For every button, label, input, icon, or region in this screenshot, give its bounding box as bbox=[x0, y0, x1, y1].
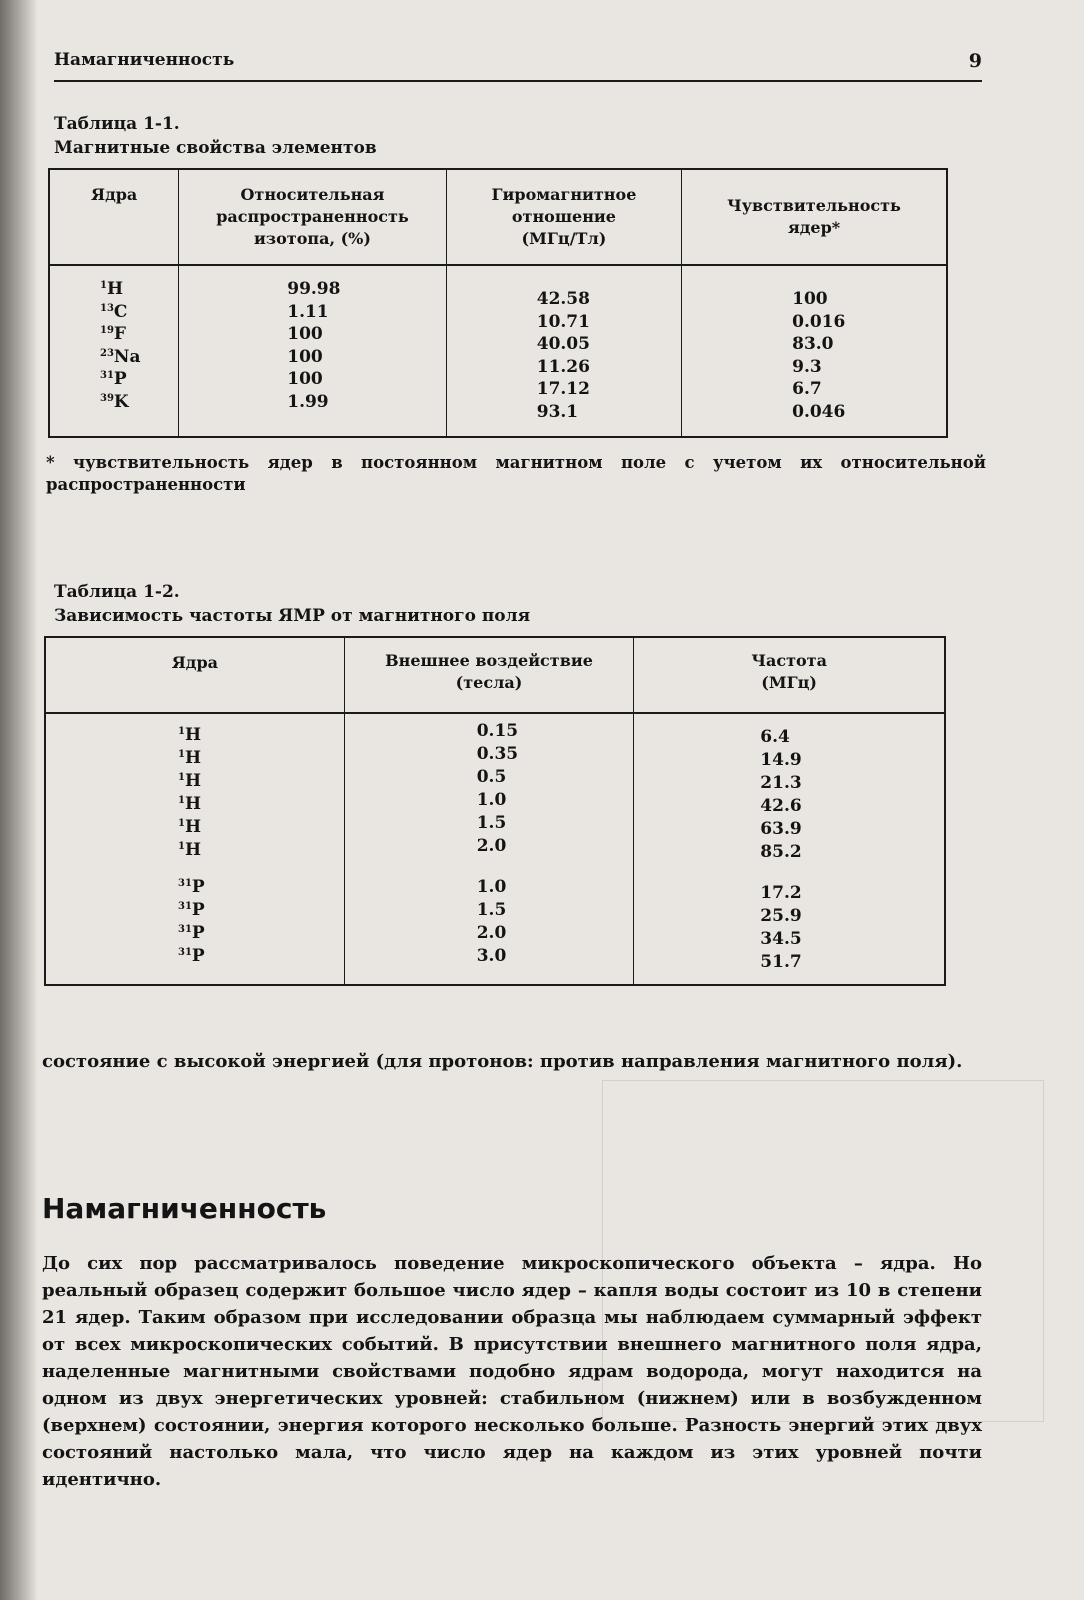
table2-header-nuclei: Ядра bbox=[45, 637, 344, 713]
table1-col-sensitivity: 100 0.016 83.0 9.3 6.7 0.046 bbox=[682, 265, 947, 437]
table-row: $^1$H bbox=[178, 794, 202, 814]
table-row: $^{31}$P bbox=[178, 900, 205, 920]
table1-magnetic-properties bbox=[48, 168, 948, 438]
table-row: $^1$H bbox=[178, 771, 202, 791]
table1-col-abundance: 99.98 1.11 100 100 100 1.99 bbox=[179, 265, 447, 437]
table-row: $^1$H bbox=[100, 279, 124, 299]
table2-body-row bbox=[45, 713, 945, 985]
table1-col-nuclei bbox=[49, 265, 179, 437]
table1-header-nuclei: Ядра bbox=[49, 169, 179, 265]
section-paragraph: До сих пор рассматривалось поведение микроскопического объекта – ядра. Но реальный образец содержит большое число ядер – капля воды состоит из 10 в степени 21 ядер. Таким образом при исследовании образца мы наблюдаем суммарный эффект от всех микроскопических событий. В присутствии внешнего магнитного поля ядра, наделенные магнитными свойствами подобно ядрам водорода, могут находится на одном из двух энергетических уровней: стабильном (нижнем) или в возбужденном (верхнем) состоянии, энергия которого несколько больше. Разность энергий этих двух состояний настолько мала, что число ядер на каждом из этих уровней почти идентично. bbox=[42, 1253, 982, 1490]
table1-caption-number: Таблица 1-1. bbox=[54, 114, 180, 134]
table-row: $^{39}$K bbox=[100, 391, 129, 412]
table2-nmr-frequency bbox=[44, 636, 946, 986]
table1-header-row bbox=[49, 169, 947, 265]
table-row: $^{31}$P bbox=[178, 923, 205, 943]
table1-caption-title: Магнитные свойства элементов bbox=[54, 138, 377, 158]
table2-col-nuclei bbox=[45, 713, 344, 985]
continued-paragraph: состояние с высокой энергией (для протонов: против направления магнитного поля). bbox=[42, 1051, 963, 1072]
table-row: $^1$H bbox=[178, 748, 202, 768]
table-row: $^{19}$F bbox=[100, 324, 126, 344]
table1-body-row bbox=[49, 265, 947, 437]
table2-header-row bbox=[45, 637, 945, 713]
book-page bbox=[42, 0, 1042, 1600]
table2-caption-title: Зависимость частоты ЯМР от магнитного поля bbox=[54, 606, 531, 626]
table1-footnote: * чувствительность ядер в постоянном магнитном поле с учетом их относительной распространенности bbox=[46, 453, 986, 494]
table-row: $^1$H bbox=[178, 725, 202, 745]
table2-header-freq: Частота (МГц) bbox=[634, 637, 945, 713]
table-row: $^1$H bbox=[178, 840, 202, 860]
table-row: $^1$H bbox=[178, 817, 202, 837]
table2-caption bbox=[54, 580, 530, 628]
table-row: $^{23}$Na bbox=[100, 346, 141, 367]
running-head bbox=[54, 46, 982, 82]
table-row: $^{13}$C bbox=[100, 301, 128, 322]
table-row: $^{31}$P bbox=[178, 946, 205, 966]
page-number: 9 bbox=[968, 50, 982, 72]
table2-col-freq: 6.4 14.9 21.3 42.6 63.9 85.2 17.2 25.9 34.5 51.7 bbox=[634, 713, 945, 985]
table-row: $^{31}$P bbox=[100, 369, 127, 389]
table1-col-gyro: 42.58 10.71 40.05 11.26 17.12 93.1 bbox=[446, 265, 681, 437]
table1-caption bbox=[54, 112, 377, 160]
table2-caption-number: Таблица 1-2. bbox=[54, 582, 180, 602]
table-row: $^{31}$P bbox=[178, 877, 205, 897]
section-heading: Намагниченность bbox=[42, 1192, 327, 1225]
table1-header-abundance: Относительная распространенность изотопа, (%) bbox=[179, 169, 447, 265]
running-head-title: Намагниченность bbox=[54, 50, 235, 70]
table2-header-field: Внешнее воздействие (тесла) bbox=[344, 637, 634, 713]
table2-col-field: 0.15 0.35 0.5 1.0 1.5 2.0 1.0 1.5 2.0 3.0 bbox=[344, 713, 634, 985]
scan-shadow-edge bbox=[0, 0, 38, 1600]
table1-header-gyro: Гиромагнитное отношение (МГц/Тл) bbox=[446, 169, 681, 265]
table1-header-sensitivity: Чувствительность ядер* bbox=[682, 169, 947, 265]
